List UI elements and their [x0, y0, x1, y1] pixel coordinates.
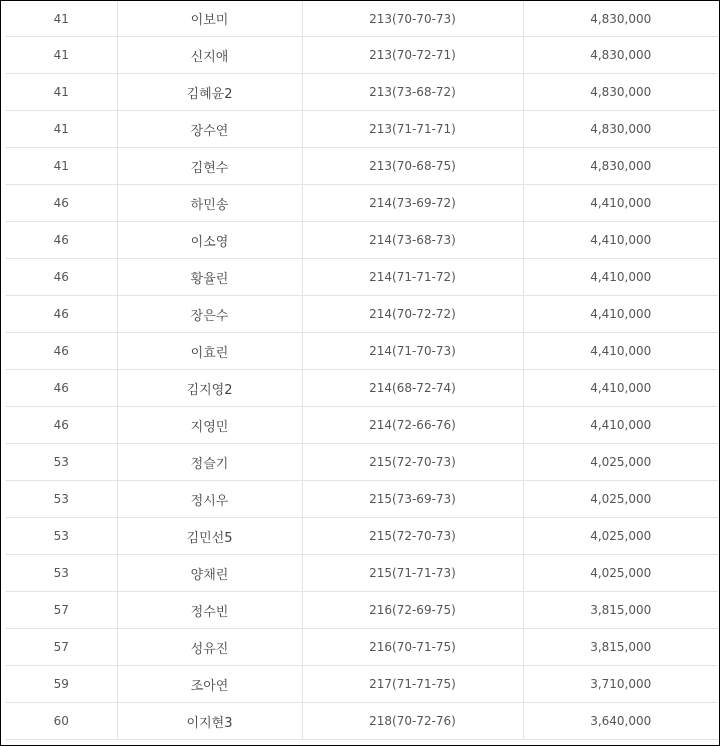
- table-row: [6, 222, 718, 259]
- table-row: [6, 407, 718, 444]
- prize-cell: 4,025,000: [523, 518, 718, 555]
- rank-cell: 59: [6, 666, 117, 703]
- prize-cell: 3,640,000: [523, 703, 718, 740]
- score-cell: 215(72-70-73): [302, 518, 523, 555]
- prize-cell: 4,830,000: [523, 37, 718, 74]
- rank-cell: 53: [6, 555, 117, 592]
- score-cell: 213(73-68-72): [302, 74, 523, 111]
- rank-cell: 46: [6, 222, 117, 259]
- player-name-cell: 이보미: [117, 1, 302, 37]
- prize-cell: 4,410,000: [523, 407, 718, 444]
- player-name-cell: 장은수: [117, 296, 302, 333]
- rank-cell: 46: [6, 407, 117, 444]
- player-name-cell: 이소영: [117, 222, 302, 259]
- score-cell: 216(70-71-75): [302, 629, 523, 666]
- prize-cell: 4,830,000: [523, 148, 718, 185]
- player-name-cell: 김민선5: [117, 518, 302, 555]
- table-row: [6, 111, 718, 148]
- rank-cell: 41: [6, 148, 117, 185]
- table-row: [6, 74, 718, 111]
- prize-cell: 4,410,000: [523, 185, 718, 222]
- rank-cell: 41: [6, 1, 117, 37]
- player-name-cell: 황율린: [117, 259, 302, 296]
- score-cell: 215(72-70-73): [302, 444, 523, 481]
- table-row: [6, 592, 718, 629]
- table-row: [6, 37, 718, 74]
- prize-cell: 4,830,000: [523, 111, 718, 148]
- rank-cell: 46: [6, 259, 117, 296]
- score-cell: 214(73-68-73): [302, 222, 523, 259]
- player-name-cell: 정수빈: [117, 592, 302, 629]
- score-cell: 213(70-72-71): [302, 37, 523, 74]
- player-name-cell: 정시우: [117, 481, 302, 518]
- rank-cell: 41: [6, 37, 117, 74]
- rank-cell: 46: [6, 185, 117, 222]
- prize-cell: 4,830,000: [523, 1, 718, 37]
- player-name-cell: 조아연: [117, 666, 302, 703]
- player-name-cell: 하민송: [117, 185, 302, 222]
- score-cell: 214(72-66-76): [302, 407, 523, 444]
- player-name-cell: 장수연: [117, 111, 302, 148]
- score-cell: 213(71-71-71): [302, 111, 523, 148]
- player-name-cell: 정슬기: [117, 444, 302, 481]
- score-cell: 214(71-71-72): [302, 259, 523, 296]
- prize-cell: 3,815,000: [523, 629, 718, 666]
- table-row: [6, 259, 718, 296]
- player-name-cell: 지영민: [117, 407, 302, 444]
- prize-cell: 4,410,000: [523, 296, 718, 333]
- prize-cell: 3,710,000: [523, 666, 718, 703]
- score-cell: 218(70-72-76): [302, 703, 523, 740]
- prize-cell: 4,025,000: [523, 444, 718, 481]
- rank-cell: 53: [6, 481, 117, 518]
- table-row: [6, 629, 718, 666]
- player-name-cell: 성유진: [117, 629, 302, 666]
- prize-cell: 4,410,000: [523, 259, 718, 296]
- score-cell: 214(70-72-72): [302, 296, 523, 333]
- prize-cell: 4,410,000: [523, 370, 718, 407]
- rank-cell: 41: [6, 74, 117, 111]
- prize-cell: 4,410,000: [523, 222, 718, 259]
- table-row: [6, 703, 718, 740]
- rank-cell: 57: [6, 629, 117, 666]
- player-name-cell: 김현수: [117, 148, 302, 185]
- table-row: [6, 444, 718, 481]
- score-cell: 214(73-69-72): [302, 185, 523, 222]
- table-row: [6, 666, 718, 703]
- table-row: [6, 148, 718, 185]
- rank-cell: 46: [6, 296, 117, 333]
- table-row: [6, 518, 718, 555]
- prize-cell: 4,830,000: [523, 74, 718, 111]
- table-row: [6, 555, 718, 592]
- player-name-cell: 이효린: [117, 333, 302, 370]
- score-cell: 213(70-70-73): [302, 1, 523, 37]
- score-cell: 214(71-70-73): [302, 333, 523, 370]
- table-row: [6, 296, 718, 333]
- rank-cell: 53: [6, 444, 117, 481]
- score-cell: 215(73-69-73): [302, 481, 523, 518]
- rank-cell: 60: [6, 703, 117, 740]
- table-row: [6, 370, 718, 407]
- player-name-cell: 김지영2: [117, 370, 302, 407]
- prize-cell: 4,410,000: [523, 333, 718, 370]
- prize-cell: 4,025,000: [523, 555, 718, 592]
- rank-cell: 41: [6, 111, 117, 148]
- rank-cell: 46: [6, 333, 117, 370]
- rank-cell: 53: [6, 518, 117, 555]
- player-name-cell: 김혜윤2: [117, 74, 302, 111]
- player-name-cell: 이지현3: [117, 703, 302, 740]
- score-cell: 214(68-72-74): [302, 370, 523, 407]
- player-name-cell: 신지애: [117, 37, 302, 74]
- table-row: [6, 333, 718, 370]
- score-cell: 215(71-71-73): [302, 555, 523, 592]
- score-cell: 216(72-69-75): [302, 592, 523, 629]
- score-cell: 213(70-68-75): [302, 148, 523, 185]
- score-cell: 217(71-71-75): [302, 666, 523, 703]
- results-table-body: [6, 1, 718, 740]
- rank-cell: 46: [6, 370, 117, 407]
- prize-cell: 3,815,000: [523, 592, 718, 629]
- player-name-cell: 양채린: [117, 555, 302, 592]
- rank-cell: 57: [6, 592, 117, 629]
- results-table: [6, 1, 718, 740]
- table-row: [6, 185, 718, 222]
- prize-cell: 4,025,000: [523, 481, 718, 518]
- table-row: [6, 481, 718, 518]
- table-row: [6, 1, 718, 37]
